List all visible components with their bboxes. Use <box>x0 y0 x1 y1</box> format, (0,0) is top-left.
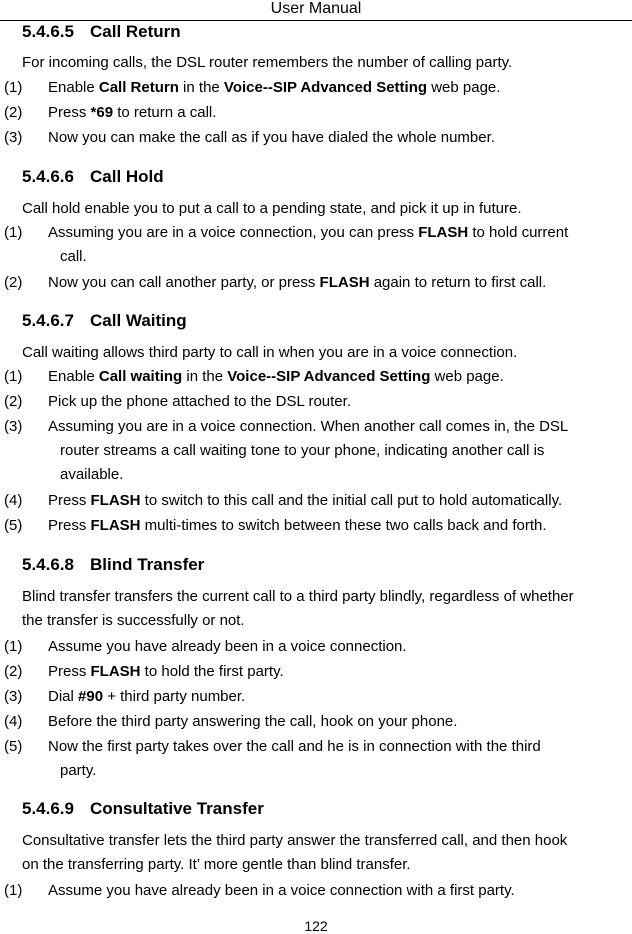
page-number: 122 <box>304 918 328 934</box>
paragraph: Consultative transfer lets the third party answer the transferred call, and then hook on the transferring party. It’ more gentle than blind transfer. <box>22 832 568 873</box>
paragraph: Call hold enable you to put a call to a pending state, and pick it up in future. <box>22 200 522 217</box>
section-title: Blind Transfer <box>90 555 205 574</box>
section-number: 5.4.6.8 <box>22 555 74 574</box>
section-number: 5.4.6.9 <box>22 799 74 818</box>
heading-call-return <box>22 22 181 42</box>
heading-consultative-transfer <box>22 799 264 819</box>
heading-blind-transfer <box>22 555 204 575</box>
heading-call-hold <box>22 167 164 187</box>
section-number: 5.4.6.5 <box>22 22 74 41</box>
section-title: Call Waiting <box>90 311 187 330</box>
paragraph: Blind transfer transfers the current call to a third party blindly, regardless of whether the transfer is successfully or not. <box>22 588 574 629</box>
heading-call-waiting <box>22 311 187 331</box>
paragraph: Call waiting allows third party to call in when you are in a voice connection. <box>22 344 518 361</box>
header-title: User Manual <box>270 0 362 17</box>
section-title: Consultative Transfer <box>90 799 264 818</box>
page-header <box>0 0 632 21</box>
section-number: 5.4.6.6 <box>22 167 74 186</box>
section-number: 5.4.6.7 <box>22 311 74 330</box>
section-title: Call Hold <box>90 167 164 186</box>
section-title: Call Return <box>90 22 181 41</box>
paragraph: For incoming calls, the DSL router remembers the number of calling party. <box>22 54 513 71</box>
